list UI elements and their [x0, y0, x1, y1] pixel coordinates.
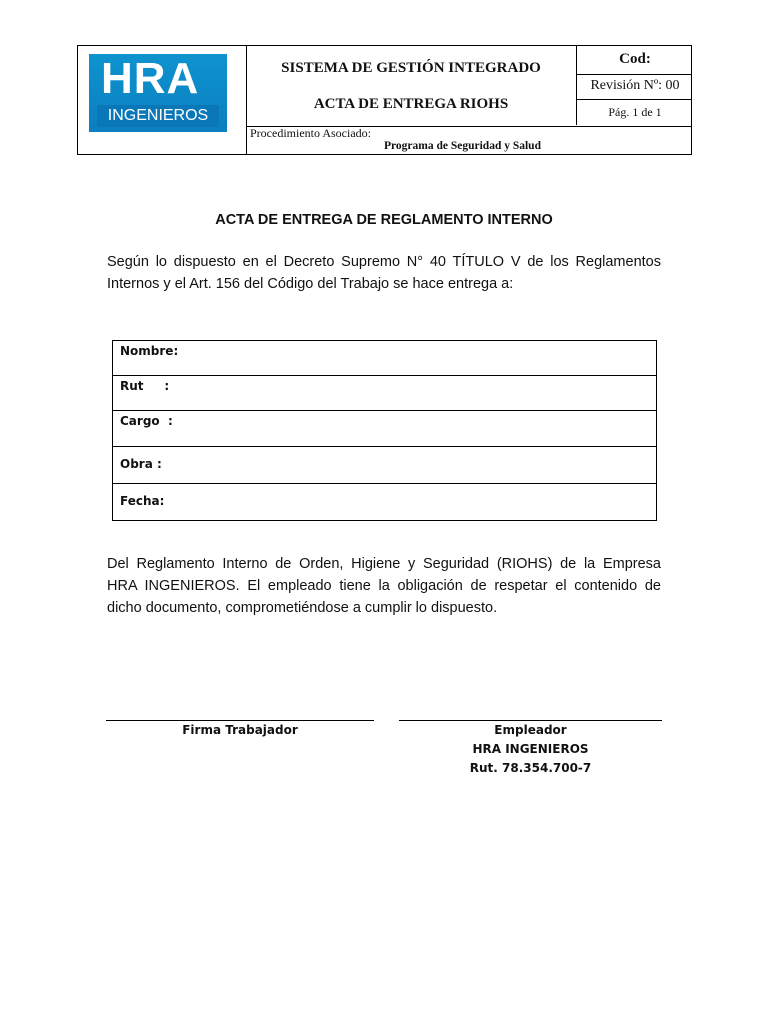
- worker-signature-label: Firma Trabajador: [182, 723, 298, 737]
- page-number: Pág. 1 de 1: [608, 105, 662, 119]
- field-label: Rut :: [120, 379, 170, 393]
- company-logo: [89, 54, 227, 132]
- cod-label: Cod:: [619, 51, 651, 67]
- body-line: HRA INGENIEROS. El empleado tiene la obligación de respetar el contenido de: [107, 578, 661, 594]
- procedure-value: Programa de Seguridad y Salud: [384, 140, 541, 152]
- intro-line: Según lo dispuesto en el Decreto Supremo N° 40 TÍTULO V de los Reglamentos: [107, 254, 661, 270]
- logo-main-text: HRA: [101, 54, 200, 103]
- logo-sub-text: INGENIEROS: [107, 107, 209, 124]
- header-divider: [576, 99, 691, 100]
- form-row-cargo[interactable]: [113, 411, 656, 447]
- field-label: Obra :: [120, 457, 162, 471]
- intro-paragraph: [107, 251, 661, 295]
- body-line: dicho documento, comprometiéndose a cumplir lo dispuesto.: [107, 600, 498, 616]
- body-paragraph: [107, 553, 661, 619]
- field-label: Fecha:: [120, 494, 165, 508]
- procedure-label: Procedimiento Asociado:: [250, 126, 371, 140]
- field-label: Cargo :: [120, 414, 173, 428]
- form-row-obra[interactable]: [113, 447, 656, 484]
- page-title: ACTA DE ENTREGA DE REGLAMENTO INTERNO: [215, 212, 553, 228]
- form-row-nombre[interactable]: [113, 341, 656, 376]
- employer-rut: Rut. 78.354.700-7: [469, 761, 592, 775]
- form-row-fecha[interactable]: [113, 484, 656, 520]
- employer-signature-block: [399, 721, 662, 778]
- recipient-form: [112, 340, 657, 521]
- header-divider: [576, 74, 691, 75]
- doc-title: ACTA DE ENTREGA RIOHS: [313, 96, 509, 112]
- document-header: [77, 45, 692, 155]
- employer-company: HRA INGENIEROS: [472, 742, 589, 756]
- body-line: Del Reglamento Interno de Orden, Higiene y Seguridad (RIOHS) de la Empresa: [107, 556, 661, 572]
- revision-number: Revisión Nº: 00: [590, 78, 680, 93]
- system-title: SISTEMA DE GESTIÓN INTEGRADO: [281, 60, 541, 76]
- employer-label: Empleador: [494, 723, 567, 737]
- intro-line: Internos y el Art. 156 del Código del Trabajo se hace entrega a:: [107, 276, 514, 292]
- field-label: Nombre:: [120, 344, 179, 358]
- form-row-rut[interactable]: [113, 376, 656, 411]
